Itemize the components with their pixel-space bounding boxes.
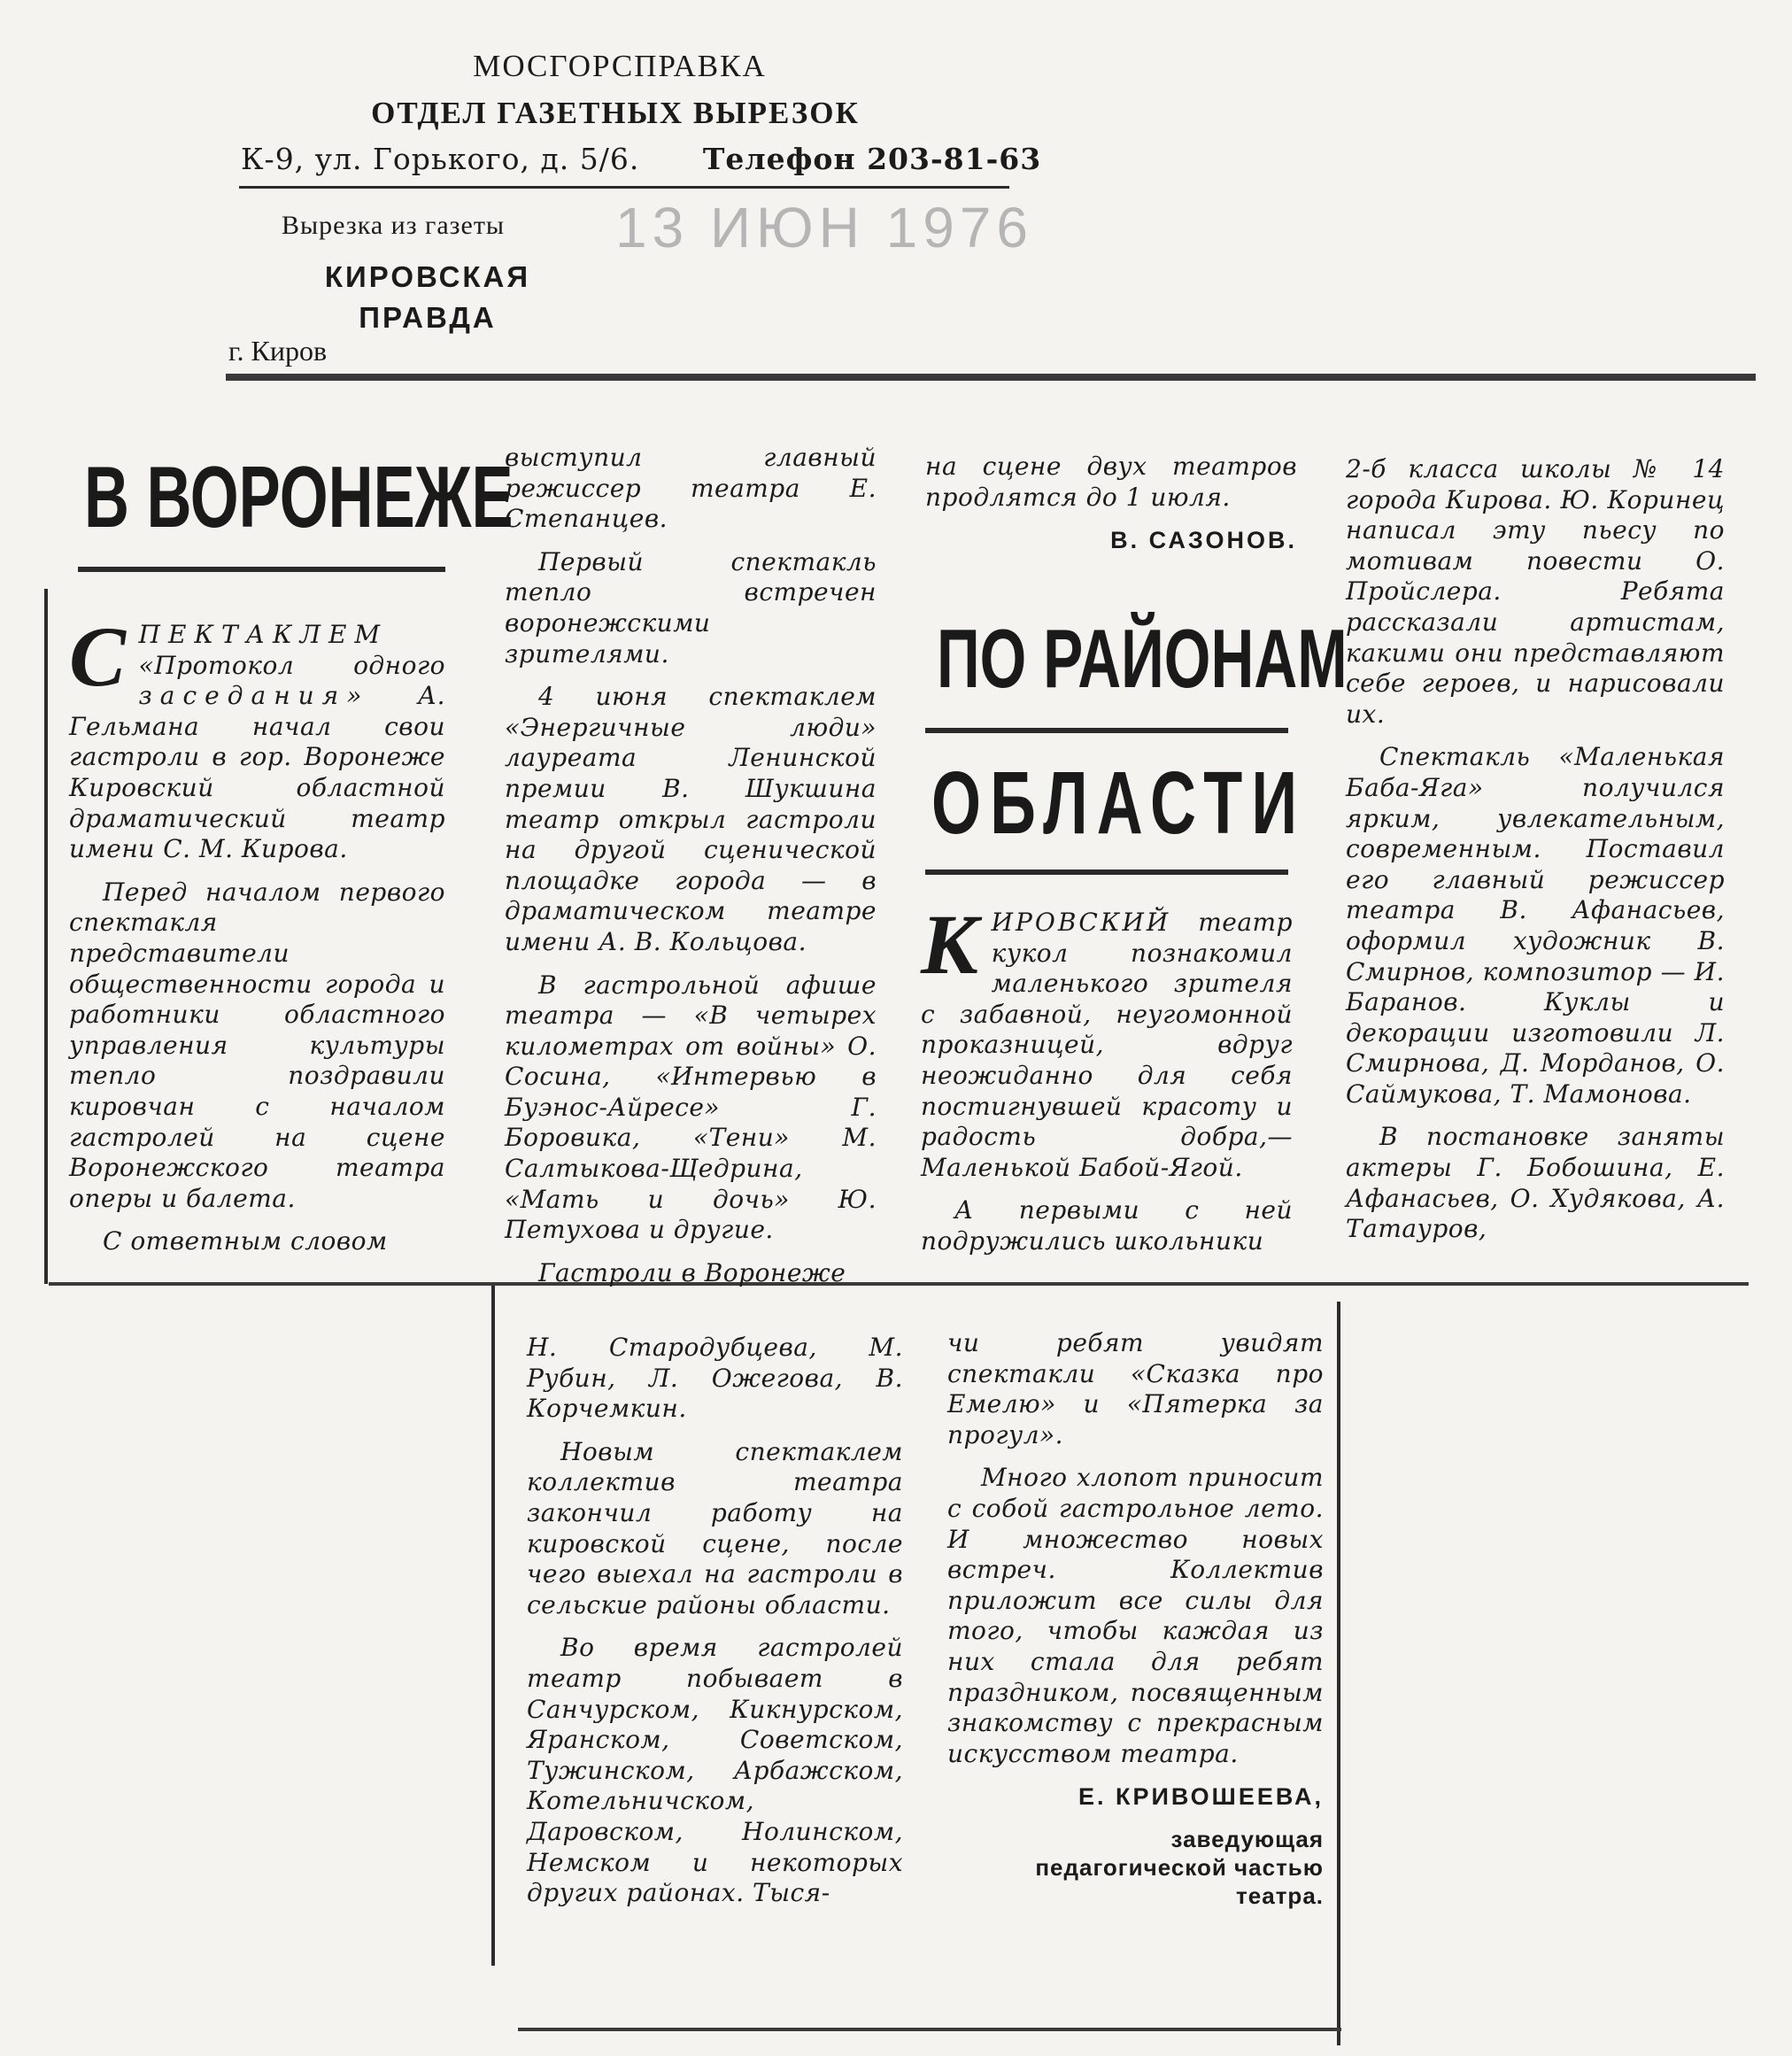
agency-phone: Телефон 203-81-63 bbox=[702, 142, 1042, 176]
paragraph: Спектакль «Маленькая Баба-Яга» получился ярким, увлекательным, современным. Поставил его главный режиссер театра В. Афанасьев, оформил художник В. Смирнов, композитор — И. Баранов. Куклы и декорации изготовили Л. Смирнова, Д. Морданов, О. Саймукова, Т. Мамонова. bbox=[1346, 742, 1725, 1109]
article2-signature-role: заведующая педагогической частью театра. bbox=[1035, 1825, 1324, 1909]
paragraph: Много хлопот приносит с собой гастрольное лето. И множество новых встреч. Коллектив приложит все силы для того, чтобы каждая из них стала для ребят праздником, посвященным знакомству с прекрасным искусством театра. bbox=[947, 1463, 1324, 1768]
agency-address-line bbox=[241, 142, 1041, 176]
lead-caps-word: ИРОВСКИЙ bbox=[991, 908, 1171, 937]
paragraph: В постановке заняты актеры Г. Бобошина, Е. Афанасьев, О. Худякова, А. Татауров, bbox=[1346, 1122, 1725, 1244]
article2-column-3 bbox=[527, 1333, 903, 1921]
article1-column-3 bbox=[925, 452, 1297, 568]
agency-address: К-9, ул. Горького, д. 5/6. bbox=[241, 142, 640, 176]
newspaper-name: КИРОВСКАЯ ПРАВДА bbox=[324, 260, 531, 334]
article2-column-1 bbox=[921, 897, 1293, 1270]
lead-spaced-word: заседания» bbox=[138, 681, 370, 711]
paragraph: 4 июня спектаклем «Энергичные люди» лауреата Ленинской премии В. Шукшина театр открыл гастроли на другой сценической площадке города — в драматическом театре имени А. В. Кольцова. bbox=[505, 682, 877, 956]
clipping-bottom-edge bbox=[518, 2028, 1341, 2031]
paragraph: Во время гастролей театр побывает в Санчурском, Кикнурском, Яранском, Советском, Тужинском, Арбажском, Котельничском, Даровском, Нолинском, Немском и некоторых других районах. Тыся- bbox=[527, 1633, 903, 1908]
header-divider bbox=[239, 186, 1009, 189]
article2-column-2 bbox=[1346, 454, 1725, 1257]
paragraph: Перед началом первого спектакля представители общественности города и работники областного управления культуры тепло поздравили кировчан с началом гастролей на сцене Воронежского театра оперы и балета. bbox=[69, 877, 445, 1213]
lead-text: «Протокол одного bbox=[138, 650, 445, 680]
lead-text: А. Гельмана начал свои гастроли в гор. Воронеже Кировский областной драматический театр имени С. М. Кирова. bbox=[69, 681, 445, 864]
article2-signature-line bbox=[947, 1782, 1324, 1813]
headline-rule bbox=[925, 728, 1288, 733]
article2-lead-paragraph bbox=[921, 897, 1293, 1183]
clipping-lower-right-edge bbox=[1337, 1302, 1340, 2045]
paragraph: Новым спектаклем коллектив театра закончил работу на кировской сцене, после чего выехал на гастроли в сельские районы области. bbox=[527, 1436, 903, 1619]
paragraph: 2-б класса школы № 14 города Кирова. Ю. Коринец написал эту пьесу по мотивам повести О. Пройслера. Ребята рассказали артистам, какими они представляют себе героев, и нарисовали их. bbox=[1346, 454, 1725, 729]
department-name: ОТДЕЛ ГАЗЕТНЫХ ВЫРЕЗОК bbox=[371, 96, 860, 130]
paragraph: Гастроли в Воронеже bbox=[538, 1257, 846, 1287]
dropcap: С bbox=[69, 609, 127, 704]
date-stamp: 13 ИЮН 1976 bbox=[615, 196, 1033, 259]
paragraph: чи ребят увидят спектакли «Сказка про Емелю» и «Пятерка за прогул». bbox=[947, 1328, 1324, 1449]
dropcap: К bbox=[921, 897, 979, 992]
article2-signature: Е. КРИВОШЕЕВА, bbox=[1078, 1783, 1324, 1811]
clipping-lower-left-edge bbox=[491, 1284, 495, 1966]
clipping-label: Вырезка из газеты bbox=[282, 211, 506, 240]
lead-text: театр кукол познакомил маленького зрителя с забавной, неугомонной проказницей, вдруг неожиданно для себя постигнувшей красоту и радость добра,— Маленькой Бабой-Ягой. bbox=[921, 908, 1293, 1182]
headline-rule bbox=[78, 567, 445, 572]
article1-column-2 bbox=[505, 443, 877, 1301]
lead-spaced-word: ПЕКТАКЛЕМ bbox=[138, 620, 389, 649]
paragraph: на сцене двух театров продлятся до 1 июля. bbox=[925, 452, 1297, 512]
article1-lead-paragraph bbox=[69, 609, 445, 865]
paragraph: Н. Стародубцева, М. Рубин, Л. Ожегова, В. Корчемкин. bbox=[527, 1333, 903, 1424]
article1-signature: В. САЗОНОВ. bbox=[1110, 527, 1297, 554]
article-headline-voronezh: В ВОРОНЕЖЕ bbox=[84, 448, 514, 545]
clipping-top-edge bbox=[226, 374, 1756, 381]
clipping-middle-edge bbox=[49, 1282, 1749, 1286]
paragraph: выступил главный режиссер театра Е. Степанцев. bbox=[505, 443, 877, 534]
paragraph: В гастрольной афише театра — «В четырех километрах от войны» О. Сосина, «Интервью в Буэнос-Айресе» Г. Боровика, «Тени» М. Салтыкова-Щедрина, «Мать и дочь» Ю. Петухова и другие. bbox=[505, 970, 877, 1245]
headline-rule bbox=[925, 870, 1288, 875]
paragraph: С ответным словом bbox=[103, 1226, 388, 1256]
paragraph: А первыми с ней подружились школьники bbox=[921, 1195, 1293, 1256]
paragraph: Первый спектакль тепло встречен воронежскими зрителями. bbox=[505, 546, 877, 669]
article1-column-1 bbox=[69, 609, 445, 1270]
article-headline-line-2: ОБЛАСТИ bbox=[931, 754, 1307, 853]
article2-column-4 bbox=[947, 1328, 1324, 1910]
article1-signature-line bbox=[925, 525, 1297, 556]
article-headline-line-1: ПО РАЙОНАМ bbox=[937, 612, 1348, 705]
newspaper-city: г. Киров bbox=[228, 335, 328, 367]
agency-name: МОСГОРСПРАВКА bbox=[473, 49, 767, 83]
clipping-left-edge bbox=[44, 589, 48, 1284]
